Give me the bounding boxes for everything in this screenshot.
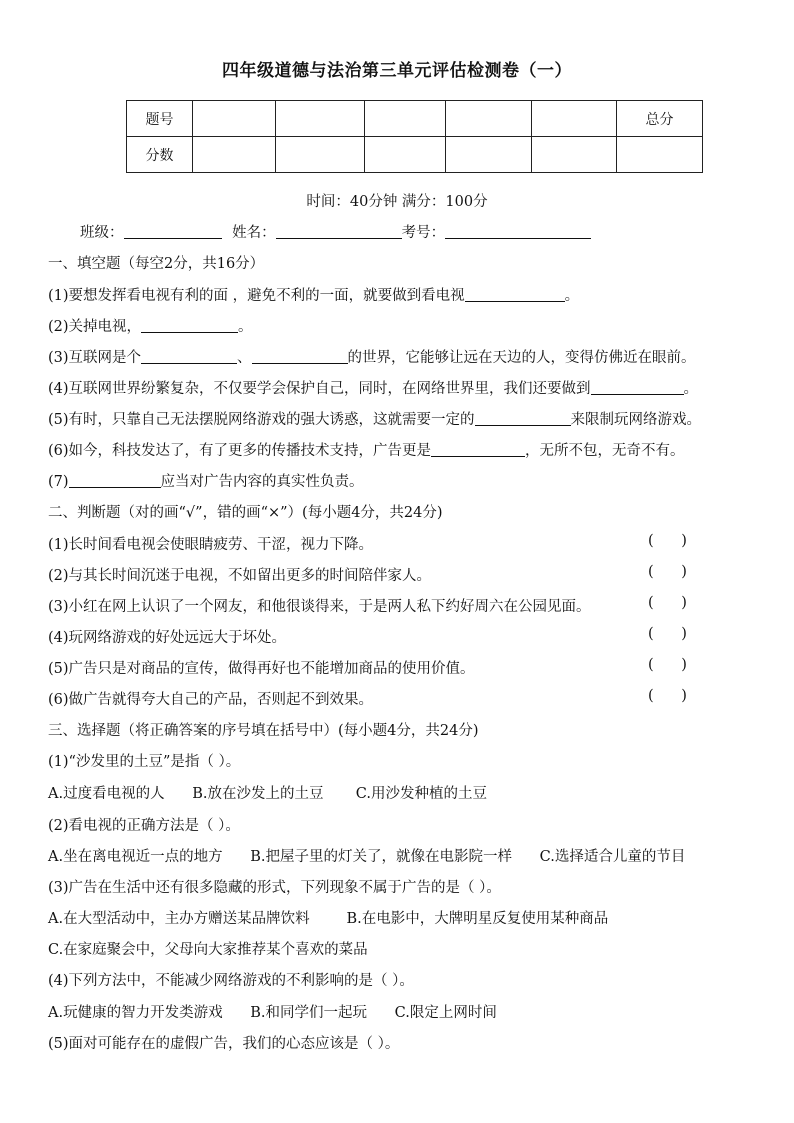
answer-blank[interactable] xyxy=(475,410,571,426)
answer-blank[interactable] xyxy=(252,348,348,364)
fill-question-2 xyxy=(48,315,253,336)
answer-parentheses[interactable]: ( ) xyxy=(648,657,687,673)
answer-blank[interactable] xyxy=(465,286,565,302)
name-blank[interactable] xyxy=(276,223,402,239)
choice-options-3a: A.在大型活动中，主办方赠送某品牌饮料 B.在电影中，大牌明星反复使用某种商品 xyxy=(48,911,609,927)
exam-title: 四年级道德与法治第三单元评估检测卷（一） xyxy=(222,61,572,81)
fill-question-5 xyxy=(48,408,701,429)
answer-parentheses[interactable]: ( ) xyxy=(648,688,687,704)
judge-question-5: (5)广告只是对商品的宣传，做得再好也不能增加商品的使用价值。 xyxy=(48,661,475,677)
score-cell xyxy=(276,101,365,137)
answer-blank[interactable] xyxy=(69,472,161,488)
score-cell xyxy=(532,137,617,173)
question-text: (7) xyxy=(48,474,69,490)
judge-question-1: (1)长时间看电视会使眼睛疲劳、干涩，视力下降。 xyxy=(48,537,374,553)
fill-question-7 xyxy=(48,470,364,491)
score-table xyxy=(126,100,703,173)
answer-parentheses[interactable]: ( ) xyxy=(648,533,687,549)
question-text: 、 xyxy=(237,350,252,366)
score-cell xyxy=(193,137,276,173)
score-cell xyxy=(365,101,446,137)
question-text: (1)要想发挥看电视有利的面 ，避免不利的一面，就要做到看电视 xyxy=(48,288,465,304)
choice-question-1: (1)“沙发里的土豆”是指（ ）。 xyxy=(48,754,241,770)
question-text: 应当对广告内容的真实性负责。 xyxy=(160,474,364,490)
choice-options-3b: C.在家庭聚会中，父母向大家推荐某个喜欢的菜品 xyxy=(48,942,368,958)
choice-options-4: A.玩健康的智力开发类游戏 B.和同学们一起玩 C.限定上网时间 xyxy=(48,1005,497,1021)
section1-heading: 一、填空题（每空2分，共16分） xyxy=(48,256,265,272)
question-text: ，无所不包，无奇不有。 xyxy=(525,443,685,459)
question-text: 的世界，它能够让远在天边的人，变得仿佛近在眼前。 xyxy=(347,350,696,366)
answer-blank[interactable] xyxy=(141,348,237,364)
question-text: 。 xyxy=(564,288,580,304)
class-blank[interactable] xyxy=(124,223,222,239)
question-text: (5)有时，只靠自己无法摆脱网络游戏的强大诱惑，这就需要一定的 xyxy=(48,412,475,428)
question-text: (6)如今，科技发达了，有了更多的传播技术支持，广告更是 xyxy=(48,443,432,459)
answer-blank[interactable] xyxy=(591,379,684,395)
score-cell xyxy=(365,137,446,173)
score-cell xyxy=(532,101,617,137)
choice-question-3: (3)广告在生活中还有很多隐藏的形式，下列现象不属于广告的是（ ）。 xyxy=(48,880,501,896)
name-label: 姓名： xyxy=(232,225,276,241)
question-text: (2)关掉电视， xyxy=(48,319,142,335)
fill-question-6 xyxy=(48,439,685,460)
answer-parentheses[interactable]: ( ) xyxy=(648,564,687,580)
fill-question-4 xyxy=(48,377,698,398)
question-text: 。 xyxy=(683,381,699,397)
question-number-label: 题号 xyxy=(127,101,193,137)
section2-heading: 二、判断题（对的画“√”，错的画“×”）(每小题4分，共24分) xyxy=(48,505,443,521)
score-table-score-row xyxy=(127,137,703,173)
exam-no-blank[interactable] xyxy=(445,223,591,239)
choice-options-2: A.坐在离电视近一点的地方 B.把屋子里的灯关了，就像在电影院一样 C.选择适合儿童的节目 xyxy=(48,849,686,865)
fill-question-3 xyxy=(48,346,696,367)
total-label: 总分 xyxy=(617,101,703,137)
question-text: 。 xyxy=(238,319,253,335)
judge-question-6: (6)做广告就得夸大自己的产品，否则起不到效果。 xyxy=(48,692,374,708)
answer-blank[interactable] xyxy=(141,317,238,333)
question-text: (3)互联网是个 xyxy=(48,350,142,366)
fill-question-1 xyxy=(48,284,579,305)
judge-question-4: (4)玩网络游戏的好处远远大于坏处。 xyxy=(48,630,287,646)
score-cell xyxy=(446,137,532,173)
score-table-header-row xyxy=(127,101,703,137)
student-info-line xyxy=(80,221,591,242)
choice-question-4: (4)下列方法中，不能减少网络游戏的不利影响的是（ ）。 xyxy=(48,973,414,989)
question-text: (4)互联网世界纷繁复杂，不仅要学会保护自己，同时，在网络世界里，我们还要做到 xyxy=(48,381,591,397)
choice-options-1: A.过度看电视的人 B.放在沙发上的土豆 C.用沙发种植的土豆 xyxy=(48,786,487,802)
score-label: 分数 xyxy=(127,137,193,173)
exam-no-label: 考号： xyxy=(401,225,446,241)
section3-heading: 三、选择题（将正确答案的序号填在括号中）(每小题4分，共24分) xyxy=(48,723,479,739)
score-cell xyxy=(446,101,532,137)
time-score-line: 时间：40分钟 满分：100分 xyxy=(306,194,488,210)
choice-question-5: (5)面对可能存在的虚假广告，我们的心态应该是（ ）。 xyxy=(48,1036,400,1052)
answer-parentheses[interactable]: ( ) xyxy=(648,626,687,642)
question-text: 来限制玩网络游戏。 xyxy=(570,412,702,428)
judge-question-2: (2)与其长时间沉迷于电视，不如留出更多的时间陪伴家人。 xyxy=(48,568,432,584)
score-cell xyxy=(617,137,703,173)
score-cell xyxy=(276,137,365,173)
answer-blank[interactable] xyxy=(431,441,525,457)
judge-question-3: (3)小红在网上认识了一个网友，和他很谈得来，于是两人私下约好周六在公园见面。 xyxy=(48,599,591,615)
choice-question-2: (2)看电视的正确方法是（ ）。 xyxy=(48,818,240,834)
score-cell xyxy=(193,101,276,137)
class-label: 班级： xyxy=(80,225,124,241)
answer-parentheses[interactable]: ( ) xyxy=(648,595,687,611)
